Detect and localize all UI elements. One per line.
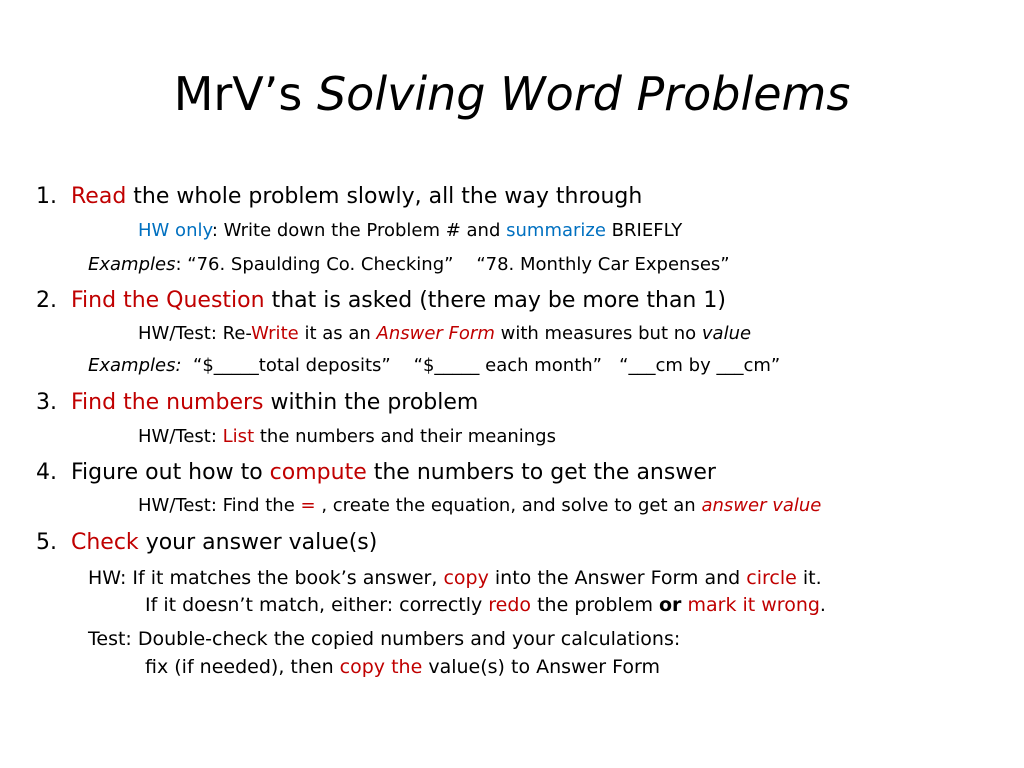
step-1-examples: [88, 253, 730, 277]
step-highlight: Find the numbers: [71, 390, 264, 415]
step-highlight: compute: [269, 460, 367, 485]
step-highlight: Check: [71, 530, 139, 555]
note-text: fix (if needed), then: [145, 656, 334, 678]
note-text: into the Answer Form and: [494, 567, 741, 589]
step-highlight: Find the Question: [71, 288, 265, 313]
note-text: , create the equation, and solve to get an: [321, 495, 696, 516]
slide-title: [0, 62, 1024, 126]
note-text: it as an: [304, 323, 371, 344]
step-1-heading: [36, 182, 642, 212]
note-text: the problem: [537, 594, 653, 616]
step-number: 1.: [36, 184, 57, 209]
step-text: within the problem: [270, 390, 479, 415]
step-2-examples: [88, 354, 780, 378]
note-bold: or: [659, 594, 682, 616]
examples-label: Examples: [88, 254, 176, 275]
step-5-hw-line-2: [145, 593, 826, 617]
step-highlight: Read: [71, 184, 127, 209]
step-3-hw-note: [138, 425, 556, 449]
note-text: : Write down the Problem # and: [211, 220, 501, 241]
note-text: .: [819, 594, 826, 616]
step-number: 3.: [36, 390, 57, 415]
hw-label: HW only: [138, 220, 212, 241]
note-highlight: copy: [443, 567, 489, 589]
step-number: 4.: [36, 460, 57, 485]
step-3-heading: [36, 388, 478, 418]
title-emphasis: Solving Word Problems: [316, 67, 851, 121]
note-highlight: List: [222, 426, 255, 447]
note-text: Test: Double-check the copied numbers and your calculations:: [88, 628, 681, 650]
examples-label: Examples:: [88, 355, 182, 376]
note-text: it.: [802, 567, 822, 589]
note-text: the numbers and their meanings: [259, 426, 556, 447]
step-number: 5.: [36, 530, 57, 555]
note-highlight: answer value: [701, 495, 822, 516]
examples-text: : “76. Spaulding Co. Checking” “78. Monthly Car Expenses”: [175, 254, 730, 275]
note-emphasis: value: [701, 323, 752, 344]
step-number: 2.: [36, 288, 57, 313]
note-text: HW/Test: Re-: [138, 323, 252, 344]
step-5-heading: [36, 528, 377, 558]
step-1-hw-note: [138, 219, 682, 243]
step-5-test-line-1: [88, 627, 680, 651]
note-highlight: Answer Form: [376, 323, 495, 344]
step-4-heading: [36, 458, 716, 488]
step-5-hw-line-1: [88, 566, 822, 590]
step-text: your answer value(s): [145, 530, 378, 555]
step-text: the whole problem slowly, all the way through: [133, 184, 643, 209]
step-text: Figure out how to: [71, 460, 263, 485]
step-text: that is asked (there may be more than 1): [271, 288, 726, 313]
note-highlight: mark it wrong: [687, 594, 820, 616]
note-highlight: copy the: [339, 656, 423, 678]
note-text: HW/Test:: [138, 426, 217, 447]
step-2-heading: [36, 286, 726, 316]
note-text: If it doesn’t match, either: correctly: [145, 594, 483, 616]
note-highlight: circle: [746, 567, 797, 589]
step-text: the numbers to get the answer: [373, 460, 716, 485]
note-text: value(s) to Answer Form: [428, 656, 660, 678]
step-4-hw-note: [138, 494, 821, 518]
note-text: HW/Test: Find the: [138, 495, 295, 516]
step-2-hw-note: [138, 322, 751, 346]
note-highlight: summarize: [506, 220, 606, 241]
title-prefix: MrV’s: [173, 67, 303, 121]
note-highlight: Write: [251, 323, 299, 344]
note-highlight: redo: [488, 594, 532, 616]
note-text: HW: If it matches the book’s answer,: [88, 567, 438, 589]
step-5-test-line-2: [145, 655, 660, 679]
examples-text: “$_____total deposits” “$_____ each month” “___cm by ___cm”: [193, 355, 781, 376]
note-highlight: =: [300, 495, 316, 516]
note-text: with measures but no: [500, 323, 697, 344]
note-text: BRIEFLY: [611, 220, 683, 241]
